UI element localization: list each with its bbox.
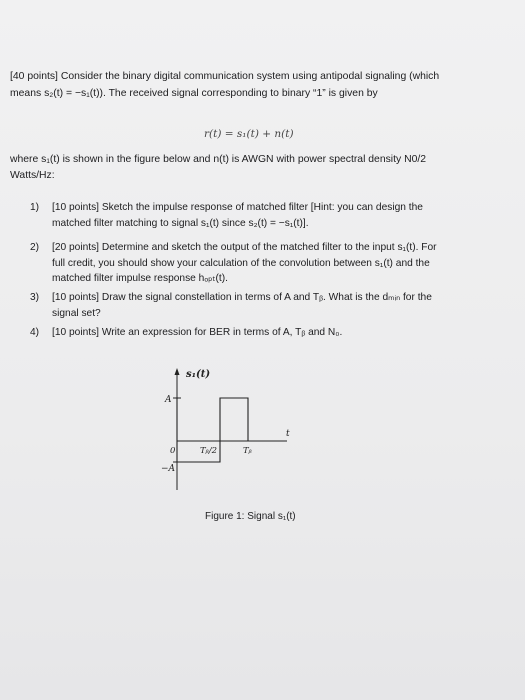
question-line: [10 points] Sketch the impulse response of matched filter [Hint: you can design the xyxy=(52,202,423,213)
question-line: matched filter impulse response hₒₚₜ(t). xyxy=(52,273,228,284)
intro-line-1: [40 points] Consider the binary digital communication system using antipodal signaling (which xyxy=(10,71,440,82)
signal-figure xyxy=(160,365,300,505)
y-axis-arrow-icon xyxy=(175,368,180,375)
question-number: 1) xyxy=(30,202,40,213)
tick-negA-label: −A xyxy=(161,464,176,474)
question-line: [10 points] Draw the signal constellation in terms of A and Tᵦ. What is the dₘᵢₙ for the xyxy=(52,292,432,303)
question-number: 2) xyxy=(30,242,40,253)
question-number: 4) xyxy=(30,327,40,338)
question-number: 3) xyxy=(30,292,40,303)
x-axis-label: t xyxy=(286,429,290,439)
question-line: matched filter matching to signal s₁(t) since s₂(t) = −s₁(t)]. xyxy=(52,217,309,229)
question-line: [10 points] Write an expression for BER in terms of A, Tᵦ and N₀. xyxy=(52,327,343,338)
question-line: [20 points] Determine and sketch the output of the matched filter to the input s₁(t). For xyxy=(52,242,437,253)
where-line-2: Watts/Hz: xyxy=(10,170,55,181)
question-line: signal set? xyxy=(52,307,101,319)
tick-T-label: Tᵦ xyxy=(243,446,252,456)
tick-half-label: Tᵦ/2 xyxy=(200,446,218,456)
tick-A-label: A xyxy=(165,395,172,405)
signal-plot xyxy=(160,365,300,500)
tick-0-label: 0 xyxy=(170,446,176,456)
y-axis-label: s₁(t) xyxy=(186,369,211,380)
intro-line-2: means s₂(t) = −s₁(t)). The received signal corresponding to binary “1” is given by xyxy=(10,88,378,99)
where-line-1: where s₁(t) is shown in the figure below and n(t) is AWGN with power spectral density N0/2 xyxy=(10,154,427,165)
question-line: full credit, you should show your calculation of the convolution between s₁(t) and the xyxy=(52,257,430,269)
received-signal-equation: r(t) = s₁(t) + n(t) xyxy=(204,128,294,140)
figure-caption: Figure 1: Signal s₁(t) xyxy=(205,511,296,522)
